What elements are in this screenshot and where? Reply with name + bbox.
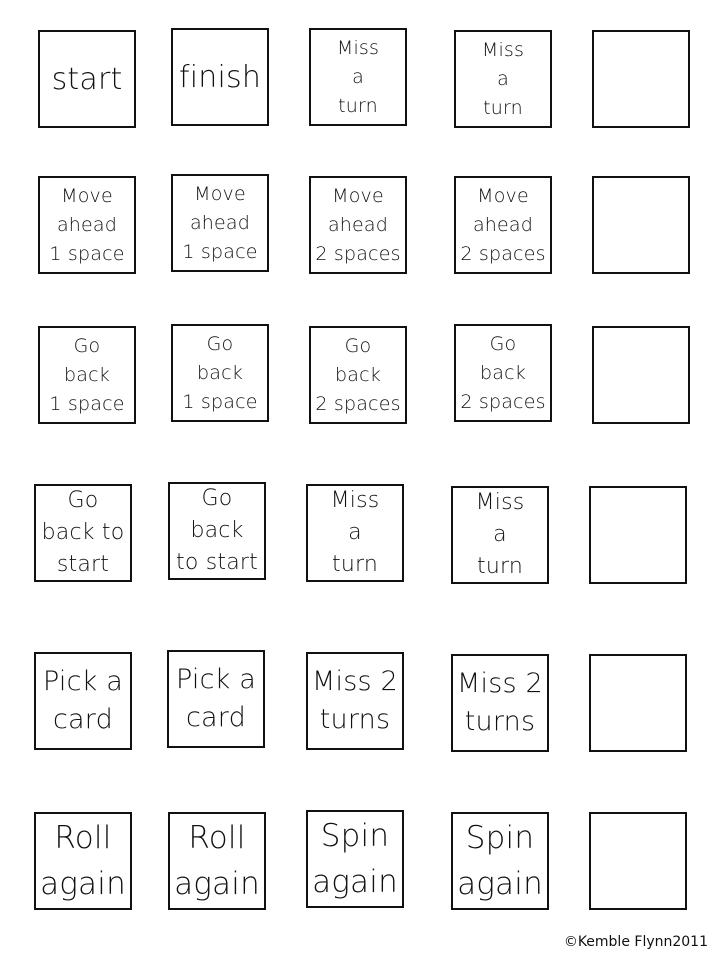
card-text-line: ahead bbox=[56, 213, 118, 236]
card-text-line: a bbox=[497, 67, 509, 90]
card-text-line: Go bbox=[201, 486, 233, 511]
card-miss-a-turn bbox=[306, 484, 404, 582]
card-roll-again bbox=[34, 812, 132, 910]
card-text-line: turn bbox=[483, 96, 523, 119]
card-text-line: turn bbox=[332, 552, 378, 577]
card-go-back-2 bbox=[454, 324, 552, 422]
card-text-line: ahead bbox=[327, 213, 389, 236]
card-text-line: to start bbox=[176, 550, 258, 575]
card-text-line: Roll bbox=[188, 820, 246, 856]
card-text-line: start bbox=[51, 61, 123, 97]
card-move-ahead-1 bbox=[171, 174, 269, 272]
card-miss-a-turn bbox=[451, 486, 549, 584]
card-text-line: Move bbox=[332, 184, 384, 207]
card-text-line: Move bbox=[61, 184, 113, 207]
card-pick-a-card bbox=[167, 650, 265, 748]
card-text-line: finish bbox=[178, 59, 262, 95]
card-text-line: turns bbox=[464, 706, 536, 737]
card-text-line: 1 space bbox=[182, 240, 258, 263]
card-text-line: back bbox=[335, 363, 381, 386]
card-go-back-to-start bbox=[168, 482, 266, 580]
card-text-line: Go bbox=[206, 332, 234, 355]
card-text-line: back bbox=[190, 518, 244, 543]
card-go-back-2 bbox=[309, 326, 407, 424]
card-text-line: start bbox=[56, 552, 110, 577]
card-text-line: Roll bbox=[54, 820, 112, 856]
card-move-ahead-2 bbox=[454, 176, 552, 274]
card-text-line: turns bbox=[319, 704, 391, 735]
card-text-line: Miss bbox=[330, 488, 380, 513]
card-text-line: Spin bbox=[465, 820, 535, 856]
card-text-line: back to bbox=[41, 520, 125, 545]
card-blank bbox=[592, 326, 690, 424]
card-blank bbox=[589, 654, 687, 752]
copyright-text: ©Kemble Flynn2011 bbox=[563, 934, 708, 950]
card-text-line: 2 spaces bbox=[315, 392, 401, 415]
card-text-line: back bbox=[480, 361, 526, 384]
card-go-back-to-start bbox=[34, 484, 132, 582]
card-blank bbox=[592, 30, 690, 128]
card-blank bbox=[592, 176, 690, 274]
card-text-line: 1 space bbox=[49, 392, 125, 415]
card-text-line: Miss 2 bbox=[312, 666, 398, 697]
card-spin-again bbox=[306, 810, 404, 908]
card-text-line: ahead bbox=[472, 213, 534, 236]
card-text-line: ahead bbox=[189, 211, 251, 234]
card-text-line: Go bbox=[489, 332, 517, 355]
card-text-line: again bbox=[312, 864, 398, 900]
card-text-line: Miss 2 bbox=[457, 668, 543, 699]
card-text-line: a bbox=[348, 520, 362, 545]
card-start bbox=[38, 30, 136, 128]
card-text-line: 2 spaces bbox=[460, 390, 546, 413]
card-text-line: card bbox=[186, 702, 246, 733]
card-spin-again bbox=[451, 812, 549, 910]
card-text-line: 1 space bbox=[182, 390, 258, 413]
card-pick-a-card bbox=[34, 652, 132, 750]
card-text-line: a bbox=[493, 522, 507, 547]
card-blank bbox=[589, 486, 687, 584]
card-text-line: back bbox=[197, 361, 243, 384]
card-text-line: Go bbox=[73, 334, 101, 357]
card-text-line: Pick a bbox=[176, 664, 256, 695]
card-text-line: turn bbox=[477, 554, 523, 579]
card-text-line: Go bbox=[67, 488, 99, 513]
card-miss-2-turns bbox=[451, 654, 549, 752]
card-text-line: again bbox=[40, 866, 126, 902]
card-text-line: Move bbox=[194, 182, 246, 205]
card-text-line: again bbox=[174, 866, 260, 902]
card-miss-2-turns bbox=[306, 652, 404, 750]
card-text-line: Go bbox=[344, 334, 372, 357]
card-text-line: card bbox=[53, 704, 113, 735]
card-finish bbox=[171, 28, 269, 126]
card-go-back-1 bbox=[171, 324, 269, 422]
card-text-line: Miss bbox=[336, 36, 380, 59]
card-text-line: Miss bbox=[475, 490, 525, 515]
card-go-back-1 bbox=[38, 326, 136, 424]
card-text-line: 1 space bbox=[49, 242, 125, 265]
card-text-line: 2 spaces bbox=[460, 242, 546, 265]
card-move-ahead-2 bbox=[309, 176, 407, 274]
card-text-line: Move bbox=[477, 184, 529, 207]
card-text-line: Miss bbox=[481, 38, 525, 61]
card-text-line: Spin bbox=[320, 818, 390, 854]
card-miss-a-turn bbox=[309, 28, 407, 126]
card-roll-again bbox=[168, 812, 266, 910]
card-move-ahead-1 bbox=[38, 176, 136, 274]
card-text-line: again bbox=[457, 866, 543, 902]
card-text-line: turn bbox=[338, 94, 378, 117]
card-text-line: back bbox=[64, 363, 110, 386]
card-text-line: Pick a bbox=[43, 666, 123, 697]
card-blank bbox=[589, 812, 687, 910]
card-miss-a-turn bbox=[454, 30, 552, 128]
card-text-line: a bbox=[352, 65, 364, 88]
card-text-line: 2 spaces bbox=[315, 242, 401, 265]
